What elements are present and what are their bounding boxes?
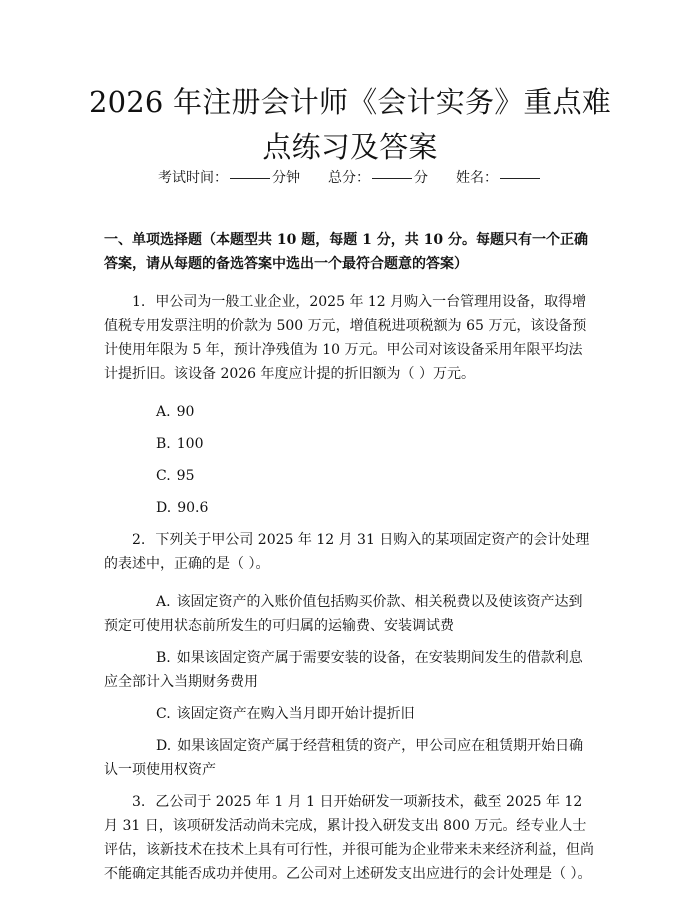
question-2-option-c [104, 702, 596, 726]
question-number: 1. [132, 294, 146, 310]
exam-time-blank [230, 178, 270, 179]
question-1 [104, 290, 596, 520]
exam-time-field [158, 168, 300, 188]
document-content [104, 228, 596, 900]
name-blank [500, 178, 540, 179]
total-score-label: 总分： [328, 170, 370, 186]
question-1-option-b [104, 432, 596, 456]
question-number: 2. [132, 532, 146, 548]
question-text: 乙公司于 2025 年 1 月 1 日开始研发一项新技术，截至 2025 年 12 月 31 日，该项研发活动尚未完成，累计投入研发支出 800 万元。经专业人士评估，该新技术在技术上具有可行性，并很可能为企业带来未来经济利益，但尚不能确定其能否成功并使用。乙公司对上述研发支出应进行的会计处理是（ ）。 [104, 794, 594, 882]
total-score-unit: 分 [414, 170, 428, 186]
option-label: C. [156, 468, 171, 484]
question-stem [104, 790, 596, 886]
total-score-field [328, 168, 428, 188]
page-title: 2026 年注册会计师《会计实务》重点难点练习及答案 [88, 85, 612, 164]
name-label: 姓名： [456, 170, 498, 186]
question-text: 下列关于甲公司 2025 年 12 月 31 日购入的某项固定资产的会计处理的表述中，正确的是（ ）。 [104, 532, 590, 572]
question-text: 甲公司为一般工业企业，2025 年 12 月购入一台管理用设备，取得增值税专用发票注明的价款为 500 万元，增值税进项税额为 65 万元，该设备预计使用年限为 5 年，预计净残值为 10 万元。甲公司对该设备采用年限平均法计提折旧。该设备 2026 年度应计提的折旧额为（ ）万元。 [104, 294, 587, 382]
question-2 [104, 528, 596, 782]
option-label: A. [156, 404, 171, 420]
question-1-option-a [104, 400, 596, 424]
question-stem [104, 528, 596, 576]
question-2-option-a [104, 590, 596, 638]
option-label: D. [156, 500, 172, 516]
question-1-option-c [104, 464, 596, 488]
option-label: C. [156, 706, 171, 722]
exam-meta [104, 168, 596, 188]
option-label: D. [156, 738, 172, 754]
option-text: 100 [176, 436, 204, 452]
exam-time-label: 考试时间： [158, 170, 228, 186]
question-3 [104, 790, 596, 886]
question-number: 3. [132, 794, 146, 810]
total-score-blank [372, 178, 412, 179]
question-stem [104, 290, 596, 386]
title-block [80, 80, 620, 170]
option-label: A. [156, 594, 171, 610]
question-2-option-b [104, 646, 596, 694]
option-text: 该固定资产的入账价值包括购买价款、相关税费以及使该资产达到预定可使用状态前所发生的可归属的运输费、安装调试费 [104, 594, 583, 634]
option-label: B. [156, 436, 171, 452]
section-heading: 一、单项选择题（本题型共 10 题，每题 1 分，共 10 分。每题只有一个正确答案，请从每题的备选答案中选出一个最符合题意的答案） [104, 232, 588, 272]
option-label: B. [156, 650, 171, 666]
option-text: 90 [176, 404, 195, 420]
question-1-option-d [104, 496, 596, 520]
option-text: 90.6 [177, 500, 209, 516]
option-text: 如果该固定资产属于经营租赁的资产，甲公司应在租赁期开始日确认一项使用权资产 [104, 738, 584, 778]
question-2-option-d [104, 734, 596, 782]
option-text: 95 [176, 468, 195, 484]
name-field [456, 168, 542, 188]
option-text: 如果该固定资产属于需要安装的设备，在安装期间发生的借款利息应全部计入当期财务费用 [104, 650, 583, 690]
exam-time-unit: 分钟 [272, 170, 300, 186]
option-text: 该固定资产在购入当月即开始计提折旧 [176, 706, 415, 722]
